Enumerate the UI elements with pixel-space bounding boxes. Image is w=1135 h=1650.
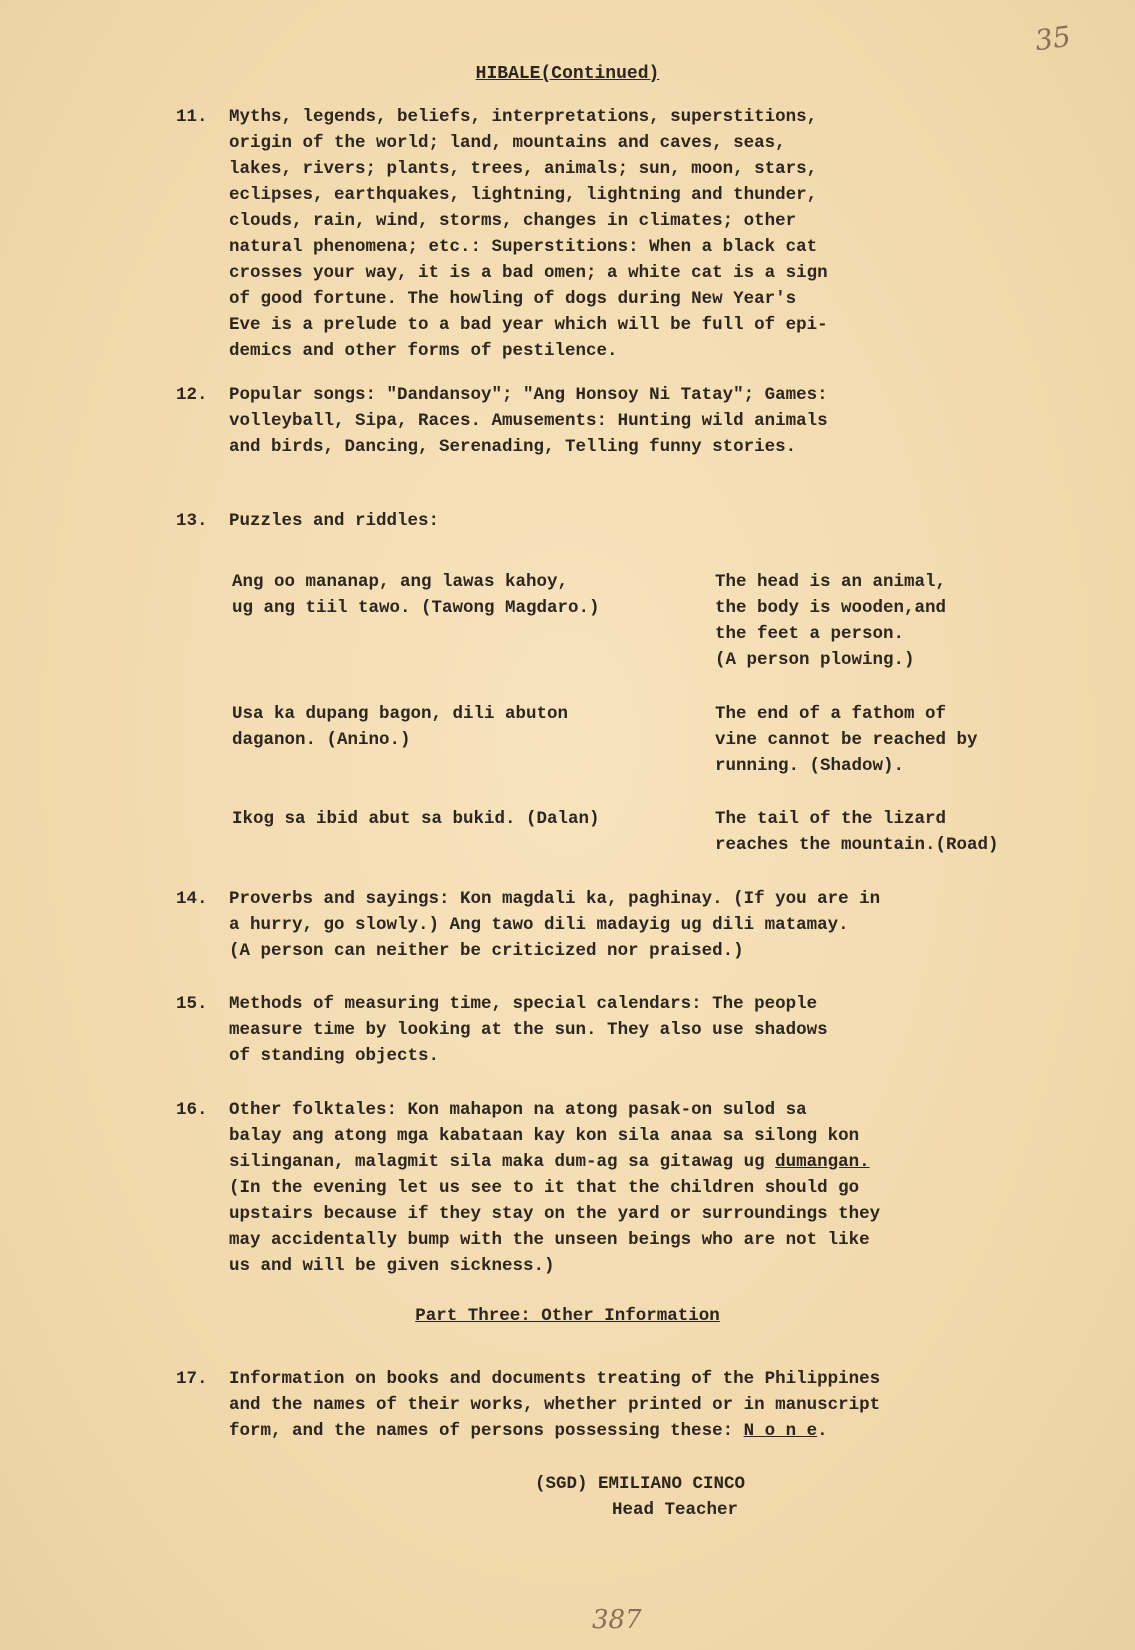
list-item: [176, 991, 1056, 1069]
item-text: Other folktales: Kon mahapon na atong pasak-on sulod sa balay ang atong mga kabataan kay kon sila anaa sa silong kon silinganan, malagmit sila maka dum-ag sa gitawag ug dumangan. (In the evening let us see to it that the children should go upstairs because if they stay on the yard or surroundings they may accidentally bump with the unseen beings who are not like us and will be given sickness.): [229, 1100, 881, 1276]
list-item: [176, 886, 1056, 964]
item-number: 15.: [176, 994, 208, 1014]
signature-title: Head Teacher: [612, 1500, 739, 1520]
item-number: 13.: [176, 511, 208, 531]
item-text: Proverbs and sayings: Kon magdali ka, paghinay. (If you are in a hurry, go slowly.) Ang tawo dili madayig ug dili matamay. (A person can neither be criticized nor praised.): [229, 889, 881, 961]
riddle-native: Usa ka dupang bagon, dili abuton daganon. (Anino.): [232, 704, 569, 750]
item-number: 16.: [176, 1100, 208, 1120]
item-text: Information on books and documents treating of the Philippines and the names of their works, whether printed or in manuscript form, and the names of persons possessing these: N o n e.: [229, 1369, 881, 1441]
item-number: 12.: [176, 385, 208, 405]
underlined-term: dumangan.: [775, 1152, 870, 1172]
riddle-english: The end of a fathom of vine cannot be reached by running. (Shadow).: [715, 704, 978, 776]
page-heading: HIBALE(Continued): [475, 64, 660, 84]
item-text: Puzzles and riddles:: [229, 511, 440, 531]
riddle-english: The head is an animal, the body is wooden,and the feet a person. (A person plowing.): [715, 572, 947, 670]
list-item: [176, 104, 1056, 364]
item-text: Popular songs: "Dandansoy"; "Ang Honsoy Ni Tatay"; Games: volleyball, Sipa, Races. Amusements: Hunting wild animals and birds, Dancing, Serenading, Telling funny stories.: [229, 385, 828, 457]
signature-name: (SGD) EMILIANO CINCO: [535, 1474, 746, 1494]
list-item: [176, 382, 1056, 460]
item-number: 17.: [176, 1369, 208, 1389]
list-item: [176, 1097, 1056, 1279]
list-item: [176, 508, 1056, 534]
list-item: [176, 1366, 1056, 1444]
riddle-english: The tail of the lizard reaches the mountain.(Road): [715, 809, 999, 855]
underlined-term: N o n e: [743, 1421, 818, 1441]
riddle-native: Ang oo mananap, ang lawas kahoy, ug ang tiil tawo. (Tawong Magdaro.): [232, 572, 600, 618]
item-number: 14.: [176, 889, 208, 909]
item-number: 11.: [176, 107, 208, 127]
item-text: Myths, legends, beliefs, interpretations, superstitions, origin of the world; land, mountains and caves, seas, lakes, rivers; plants, trees, animals; sun, moon, stars, eclipses, earthquakes, lightning, lightning and thunder, clouds, rain, wind, storms, changes in climates; other natural phenomena; etc.: Superstitions: When a black cat crosses your way, it is a bad omen; a white cat is a sign of good fortune. The howling of dogs during New Year's Eve is a prelude to a bad year which will be full of epi- demics and other forms of pestilence.: [229, 107, 828, 361]
item-text: Methods of measuring time, special calendars: The people measure time by looking at the sun. They also use shadows of standing objects.: [229, 994, 828, 1066]
section-title: Part Three: Other Information: [415, 1306, 720, 1326]
riddle-native: Ikog sa ibid abut sa bukid. (Dalan): [232, 809, 600, 829]
footer-page-number: 387: [592, 1605, 642, 1635]
page-number: 35: [1032, 19, 1073, 58]
